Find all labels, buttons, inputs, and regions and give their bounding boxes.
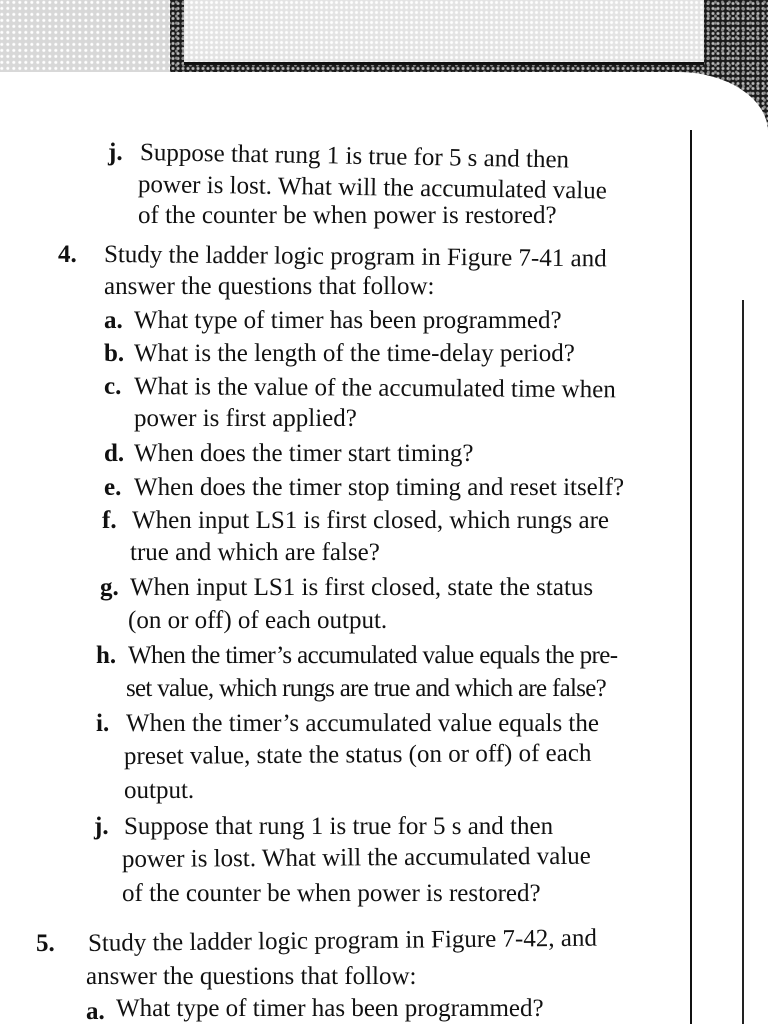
subitem-text-line: preset value, state the status (on or off) of each bbox=[123, 739, 592, 770]
subitem-text-line: set value, which rungs are true and which are false? bbox=[126, 675, 607, 702]
subitem-text-line: What type of timer has been programmed? bbox=[134, 307, 562, 334]
question-intro-line: Study the ladder logic program in Figure 7-42, and bbox=[87, 924, 598, 957]
subitem-text-line: true and which are false? bbox=[130, 539, 380, 566]
subitem-label: f. bbox=[102, 507, 117, 534]
top-page-edge bbox=[184, 0, 704, 65]
subitem-label: b. bbox=[104, 340, 125, 367]
subitem-label: i. bbox=[96, 710, 110, 737]
item-text-line: Suppose that rung 1 is true for 5 s and then bbox=[139, 139, 570, 174]
item-label: j. bbox=[108, 139, 123, 166]
item-text-line: power is lost. What will the accumulated value bbox=[137, 171, 608, 205]
subitem-text-line: When input LS1 is first closed, which rungs are bbox=[132, 507, 609, 534]
subitem-label: g. bbox=[100, 574, 119, 601]
subitem-text-line: (on or off) of each output. bbox=[128, 607, 388, 634]
question-number: 4. bbox=[58, 241, 77, 268]
question-intro-line: answer the questions that follow: bbox=[104, 273, 435, 300]
subitem-text-line: When the timer’s accumulated value equals the bbox=[126, 710, 599, 737]
subitem-label: e. bbox=[104, 474, 122, 501]
subitem-label: h. bbox=[96, 642, 117, 669]
question-intro-line: answer the questions that follow: bbox=[86, 963, 417, 990]
question-intro-line: Study the ladder logic program in Figure 7-41 and bbox=[103, 241, 607, 273]
subitem-text-line: What type of timer has been programmed? bbox=[116, 995, 544, 1022]
item-text-line: of the counter be when power is restored? bbox=[138, 202, 557, 229]
subitem-text-line: power is lost. What will the accumulated value bbox=[121, 842, 591, 873]
subitem-text-line: power is first applied? bbox=[134, 405, 357, 432]
subitem-label: j. bbox=[94, 813, 109, 840]
subitem-text-line: What is the length of the time-delay period? bbox=[134, 340, 575, 367]
right-page-edge bbox=[690, 130, 692, 1024]
subitem-text-line: When input LS1 is first closed, state the status bbox=[130, 574, 594, 601]
top-left-page-edge bbox=[0, 0, 170, 72]
subitem-text-line: When does the timer stop timing and reset itself? bbox=[134, 474, 625, 501]
subitem-text-line: When does the timer start timing? bbox=[134, 440, 474, 467]
right-page-strip bbox=[742, 300, 768, 1024]
subitem-text-line: Suppose that rung 1 is true for 5 s and then bbox=[124, 813, 554, 840]
subitem-label: a. bbox=[104, 307, 123, 334]
subitem-label: a. bbox=[86, 998, 105, 1024]
subitem-label: d. bbox=[104, 440, 125, 467]
subitem-text-line: output. bbox=[124, 777, 195, 804]
subitem-text-line: of the counter be when power is restored? bbox=[122, 880, 541, 907]
question-number: 5. bbox=[36, 930, 55, 957]
subitem-text-line: What is the value of the accumulated time when bbox=[133, 373, 616, 404]
subitem-text-line: When the timer’s accumulated value equals the pre- bbox=[128, 642, 618, 669]
subitem-label: c. bbox=[104, 373, 122, 400]
